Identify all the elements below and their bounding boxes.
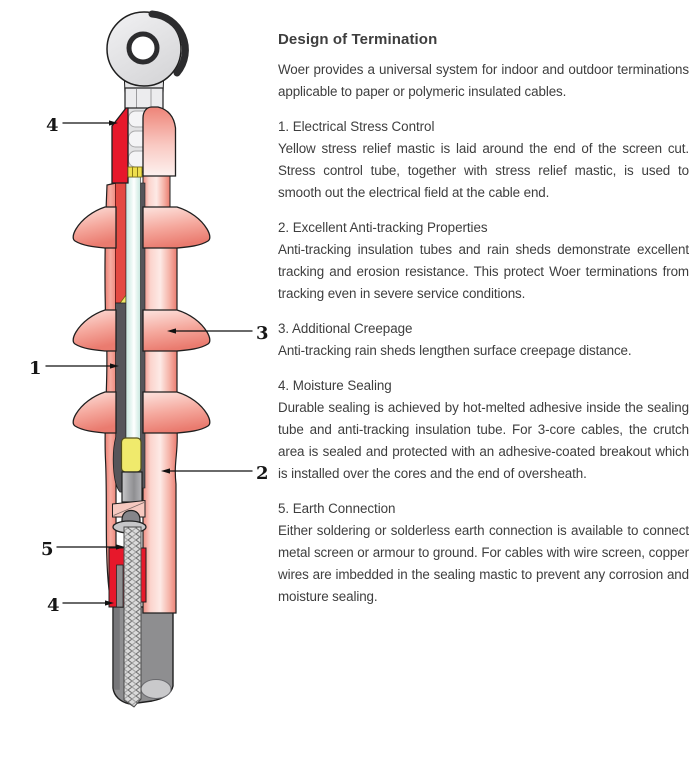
intro-paragraph: Woer provides a universal system for indoor and outdoor terminations applicable to paper or polymeric insulated cables. <box>278 62 689 99</box>
section-body: Either soldering or solderless earth connection is available to connect metal screen or armour to ground. For cables with wire screen, copper wires are imbedded in the sealing mastic to prevent any corrosion and moisture sealing. <box>278 523 689 604</box>
cable-oversheath <box>113 607 173 704</box>
section-additional-creepage <box>278 318 689 362</box>
shed-wing-left <box>73 207 116 248</box>
page-title: Design of Termination <box>278 31 438 48</box>
section-heading: 4. Moisture Sealing <box>278 378 392 393</box>
section-anti-tracking <box>278 217 689 305</box>
cable-cut-face <box>141 680 171 699</box>
shed-wing-right <box>143 207 210 248</box>
tube-upper-segment <box>143 176 170 209</box>
oversheath-shading <box>114 608 120 690</box>
section-heading: 1. Electrical Stress Control <box>278 119 435 134</box>
section-body: Anti-tracking rain sheds lengthen surface creepage distance. <box>278 343 632 358</box>
sealing-tube-top <box>112 108 128 183</box>
mastic-row <box>128 167 142 177</box>
section-electrical-stress-control <box>278 116 689 204</box>
shed-wing-left <box>73 392 116 433</box>
lug-neck <box>125 88 163 109</box>
oversheath-end-inside <box>117 565 124 607</box>
callout-label: 1 <box>29 358 42 379</box>
callout-label: 5 <box>41 539 54 560</box>
lug-hole <box>129 34 157 62</box>
section-body: Durable sealing is achieved by hot-melted adhesive inside the sealing tube and anti-tracking insulation tube. For 3-core cables, the crutch area is sealed and protected with an adhesive-coated breakout which is installed over the cores and the end of oversheath. <box>278 400 689 481</box>
section-heading: 5. Earth Connection <box>278 501 396 516</box>
stress-control-tube <box>116 183 127 303</box>
section-heading: 2. Excellent Anti-tracking Properties <box>278 220 488 235</box>
callout-1 <box>29 358 119 379</box>
article <box>278 29 689 608</box>
shed-wing-right <box>143 392 210 433</box>
cable-insulation <box>126 177 141 439</box>
metal-connector <box>122 472 142 502</box>
callout-label: 4 <box>47 595 60 616</box>
callout-4-top <box>46 115 118 136</box>
sealing-tube-shoulder <box>143 107 176 176</box>
callout-label: 3 <box>256 323 269 344</box>
section-body: Anti-tracking insulation tubes and rain sheds demonstrate excellent tracking and erosion resistance. This protect Woer terminations from tracking even in severe service conditions. <box>278 242 689 301</box>
section-moisture-sealing <box>278 375 689 485</box>
mastic-row-under-barrel <box>128 167 142 177</box>
callout-4-bottom <box>47 595 114 616</box>
earth-braid <box>124 527 141 707</box>
section-body: Yellow stress relief mastic is laid around the end of the screen cut. Stress control tube, together with stress relief mastic, is used to smooth out the electrical field at the cable end. <box>278 141 689 200</box>
termination-diagram <box>0 0 270 757</box>
section-earth-connection <box>278 498 689 608</box>
callout-label: 2 <box>256 463 269 484</box>
cable-lug <box>107 12 185 109</box>
sealing-mastic-yellow <box>122 438 142 472</box>
section-heading: 3. Additional Creepage <box>278 321 413 336</box>
callout-label: 4 <box>46 115 59 136</box>
callout-2 <box>161 463 269 484</box>
shed-wing-left <box>73 310 116 351</box>
